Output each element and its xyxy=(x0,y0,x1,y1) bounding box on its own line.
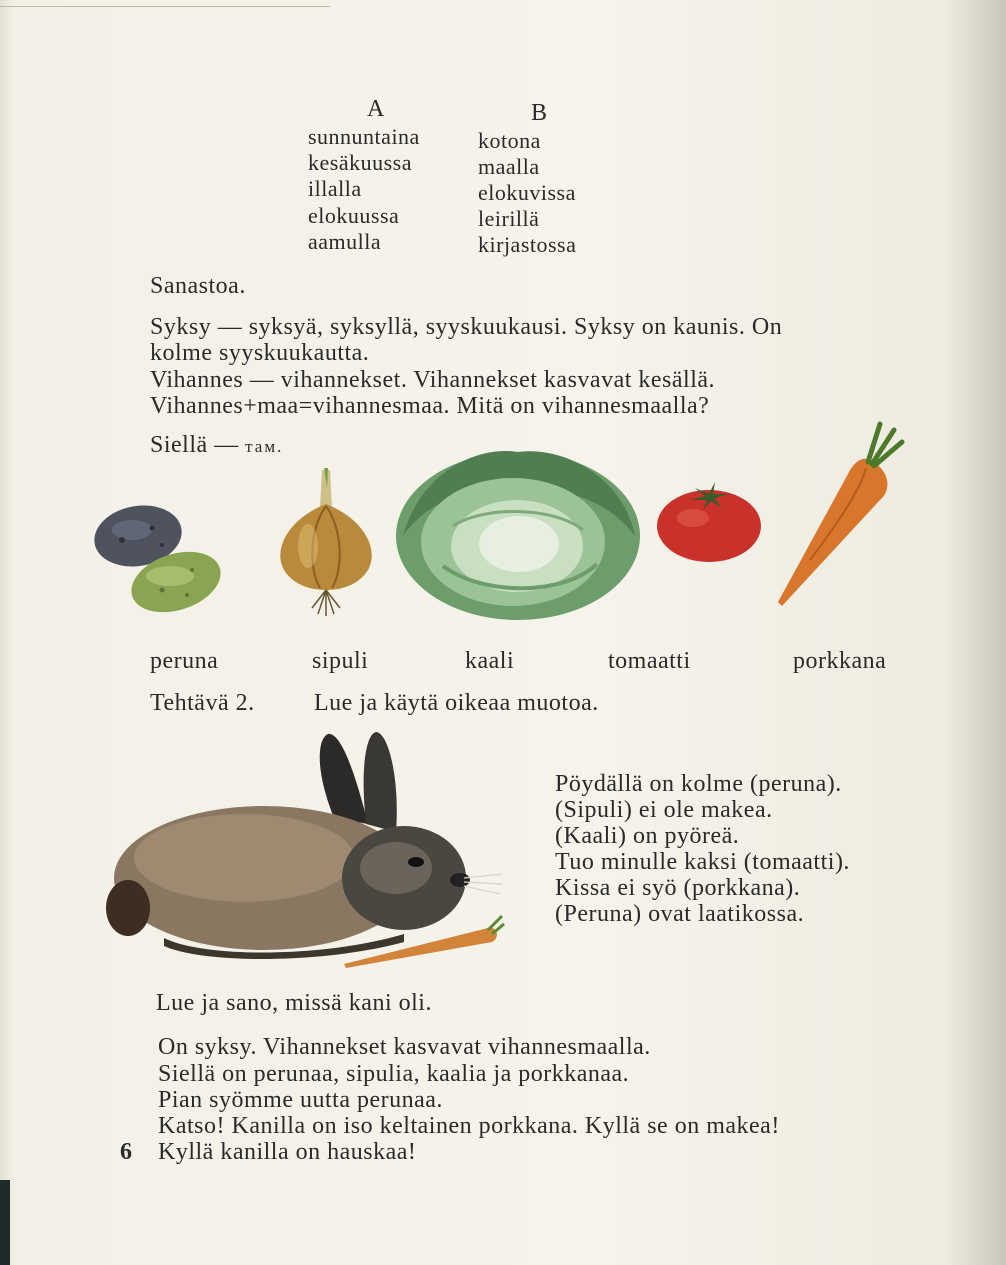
vocab-siella xyxy=(150,432,283,460)
vocab-line: kolme syyskuukautta. xyxy=(150,340,370,366)
vocab-heading: Sanastoa. xyxy=(150,273,246,299)
vocab-siella-ru: там. xyxy=(245,437,284,456)
vocab-line: Vihannes — vihannekset. Vihannekset kasvavat kesällä. xyxy=(150,367,716,393)
reading-line: On syksy. Vihannekset kasvavat vihannesmaalla. xyxy=(158,1034,651,1060)
rabbit-icon xyxy=(104,728,504,972)
onion-icon xyxy=(272,468,380,616)
vocab-siella-fi: Siellä — xyxy=(150,432,239,458)
page-number: 6 xyxy=(120,1139,133,1165)
column-b-item: kotona xyxy=(478,128,541,153)
vegetable-label-porkkana: porkkana xyxy=(793,648,887,674)
exercise-sentence: Pöydällä on kolme (peruna). xyxy=(555,771,842,797)
exercise-sentence: (Sipuli) ei ole makea. xyxy=(555,797,773,823)
column-b-item: maalla xyxy=(478,154,540,179)
task-instruction: Lue ja käytä oikeaa muotoa. xyxy=(314,690,599,716)
column-a-item: aamulla xyxy=(308,229,382,254)
reading-line: Kyllä kanilla on hauskaa! xyxy=(158,1139,417,1165)
tomato-icon xyxy=(655,480,763,564)
reading-line: Pian syömme uutta perunaa. xyxy=(158,1087,443,1113)
page-top-rule xyxy=(0,6,330,7)
vegetable-label-tomaatti: tomaatti xyxy=(608,648,691,674)
exercise-sentence: Tuo minulle kaksi (tomaatti). xyxy=(555,849,850,875)
potato-icon xyxy=(92,500,227,615)
carrot-icon xyxy=(770,420,910,610)
column-a-header: A xyxy=(367,96,385,122)
vegetable-label-kaali: kaali xyxy=(465,648,515,674)
exercise-sentence: Kissa ei syö (porkkana). xyxy=(555,875,801,901)
exercise-sentence: (Peruna) ovat laatikossa. xyxy=(555,901,805,927)
page-edge-shadow xyxy=(0,1180,10,1265)
column-a-item: illalla xyxy=(308,176,362,201)
vocab-line: Vihannes+maa=vihannesmaa. Mitä on vihannesmaalla? xyxy=(150,393,710,419)
column-b-item: elokuvissa xyxy=(478,180,576,205)
column-b-header: B xyxy=(531,100,548,126)
exercise-sentence: (Kaali) on pyöreä. xyxy=(555,823,740,849)
cabbage-icon xyxy=(393,446,643,622)
reading-line: Siellä on perunaa, sipulia, kaalia ja porkkanaa. xyxy=(158,1061,630,1087)
column-b-item: leirillä xyxy=(478,206,540,231)
column-a-item: kesäkuussa xyxy=(308,150,412,175)
column-b-item: kirjastossa xyxy=(478,232,577,257)
vocab-line: Syksy — syksyä, syksyllä, syyskuukausi. Syksy on kaunis. On xyxy=(150,314,783,340)
column-a-item: sunnuntaina xyxy=(308,124,420,149)
column-a-item: elokuussa xyxy=(308,203,400,228)
reading-prompt: Lue ja sano, missä kani oli. xyxy=(156,990,432,1016)
task-label: Tehtävä 2. xyxy=(150,690,255,716)
vegetable-label-sipuli: sipuli xyxy=(312,648,369,674)
vegetable-label-peruna: peruna xyxy=(150,648,219,674)
reading-line: Katso! Kanilla on iso keltainen porkkana. Kyllä se on makea! xyxy=(158,1113,780,1139)
